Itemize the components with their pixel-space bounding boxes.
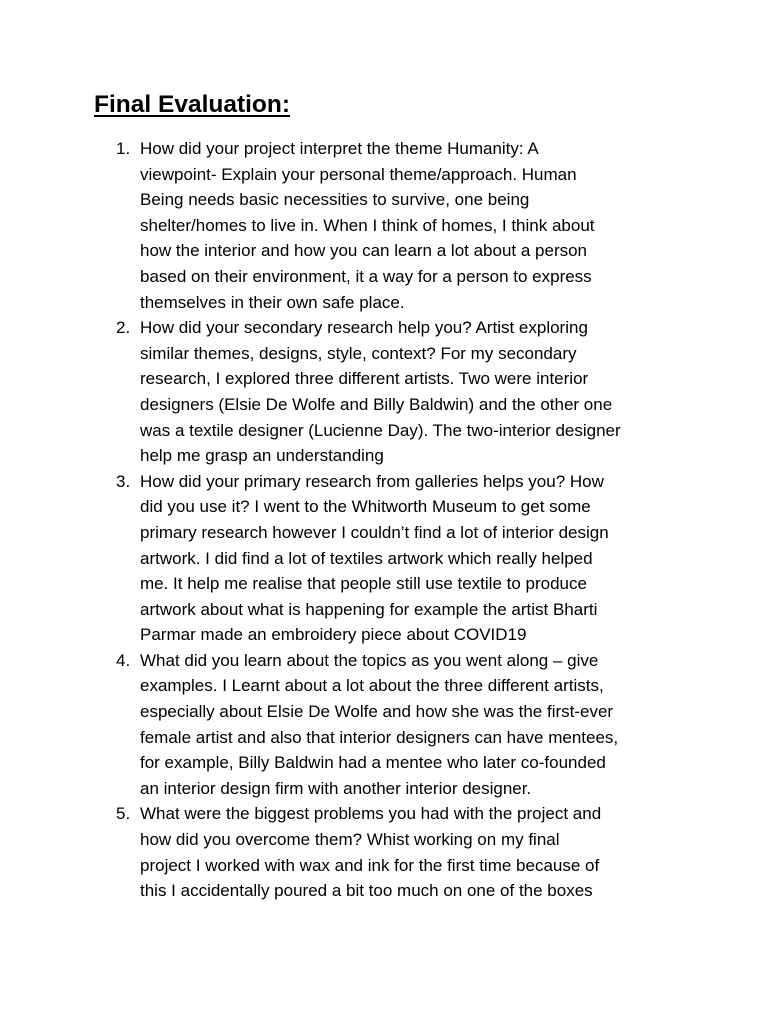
text-line: designers (Elsie De Wolfe and Billy Baldwin) and the other one [140, 394, 613, 414]
text-line: female artist and also that interior designers can have mentees, [140, 727, 619, 747]
list-item-text [140, 315, 680, 469]
list-item-text [140, 801, 680, 903]
list-number: 3. [116, 471, 131, 491]
text-line: how the interior and how you can learn a lot about a person [140, 241, 588, 261]
text-line: How did your secondary research help you? Artist exploring [140, 318, 588, 338]
list-item-text [140, 469, 680, 648]
list-item-4 [0, 648, 768, 802]
text-line: viewpoint- Explain your personal theme/approach. Human [140, 164, 577, 184]
list-item-2 [0, 315, 768, 469]
list-item-3 [0, 469, 768, 648]
list-number: 4. [116, 650, 131, 670]
text-line: especially about Elsie De Wolfe and how she was the first-ever [140, 702, 614, 722]
list-item-text [140, 136, 680, 315]
text-line: themselves in their own safe place. [140, 292, 405, 312]
text-line: primary research however I couldn’t find a lot of interior design [140, 522, 609, 542]
text-line: How did your project interpret the theme Humanity: A [140, 139, 539, 158]
text-line: Being needs basic necessities to survive, one being [140, 190, 530, 210]
text-line: an interior design firm with another interior designer. [140, 778, 532, 798]
list-item-1 [0, 136, 768, 315]
text-line: based on their environment, it a way for a person to express [140, 266, 592, 286]
text-line: artwork about what is happening for example the artist Bharti [140, 599, 598, 619]
page-title: Final Evaluation: [94, 91, 291, 118]
text-line: examples. I Learnt about a lot about the three different artists, [140, 676, 604, 696]
text-line: shelter/homes to live in. When I think of homes, I think about [140, 215, 595, 235]
list-number: 2. [116, 318, 131, 338]
text-line: What did you learn about the topics as you went along – give [140, 650, 599, 670]
text-line: How did your primary research from galleries helps you? How [140, 471, 604, 491]
text-line: Parmar made an embroidery piece about COVID19 [140, 625, 527, 645]
text-line: research, I explored three different artists. Two were interior [140, 369, 589, 389]
list-item-text [140, 648, 680, 802]
list-item-5 [0, 801, 768, 903]
text-line: similar themes, designs, style, context? For my secondary [140, 343, 577, 363]
text-line: help me grasp an understanding [140, 446, 384, 466]
text-line: did you use it? I went to the Whitworth Museum to get some [140, 497, 591, 517]
text-line: me. It help me realise that people still use textile to produce [140, 574, 587, 594]
list-number: 1. [116, 139, 131, 158]
text-line: this I accidentally poured a bit too much on one of the boxes [140, 881, 593, 901]
text-line: project I worked with wax and ink for the first time because of [140, 855, 600, 875]
question-list [0, 136, 768, 904]
list-number: 5. [116, 804, 131, 824]
text-line: was a textile designer (Lucienne Day). The two-interior designer [140, 420, 621, 440]
text-line: artwork. I did find a lot of textiles artwork which really helped [140, 548, 593, 568]
text-line: for example, Billy Baldwin had a mentee who later co-founded [140, 753, 606, 773]
text-line: how did you overcome them? Whist working on my final [140, 830, 560, 850]
text-line: What were the biggest problems you had with the project and [140, 804, 602, 824]
